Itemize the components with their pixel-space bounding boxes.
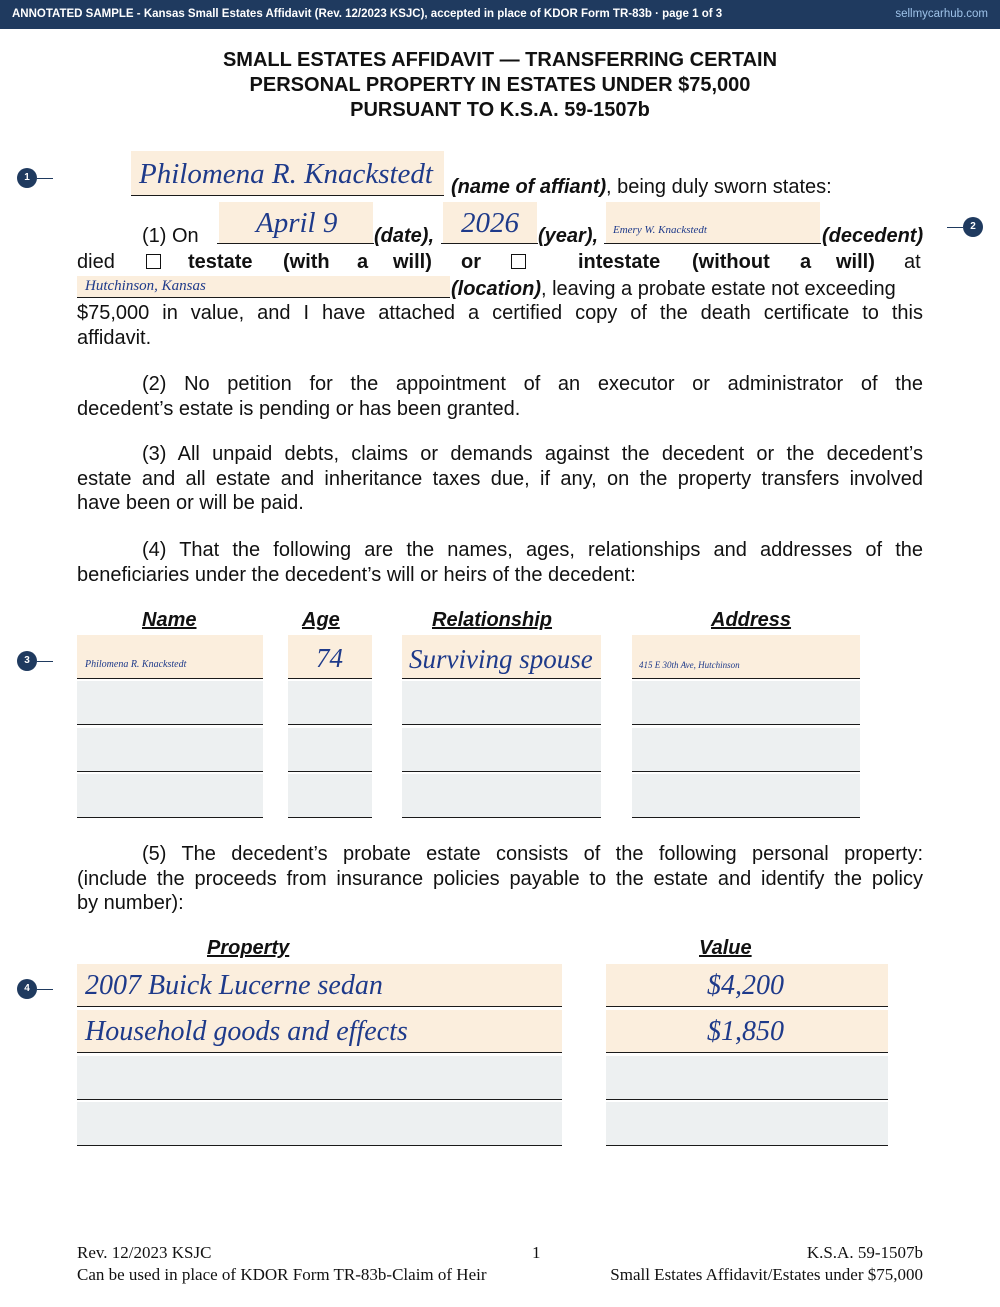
will-text-2: will) [836, 251, 875, 273]
at-text: at [904, 251, 921, 273]
footer-form-name: Small Estates Affidavit/Estates under $75,000 [610, 1265, 923, 1284]
marker-1-leader [37, 178, 53, 179]
or-text: or [461, 251, 481, 273]
testate-label: testate [188, 251, 253, 273]
year-underline [441, 243, 538, 244]
section-1-line-4: $75,000 in value, and I have attached a certified copy of the death certificate to this [77, 302, 923, 324]
annotation-marker-2: 2 [963, 217, 983, 237]
will-text-1: will) [393, 251, 432, 273]
form-title-line-1: SMALL ESTATES AFFIDAVIT — TRANSFERRING CERTAIN [222, 49, 778, 71]
section-4 [77, 538, 923, 587]
location-value: Hutchinson, Kansas [85, 278, 206, 294]
property-value-value: $1,850 [707, 1016, 784, 1047]
date-label: (date), [374, 225, 434, 247]
banner-site-link[interactable]: sellmycarhub.com [895, 8, 988, 20]
annotation-marker-1: 1 [17, 168, 37, 188]
annotation-banner [0, 0, 1000, 29]
beneficiary-name-field[interactable] [77, 635, 263, 679]
date-underline [217, 243, 374, 244]
section-1-continuation [77, 301, 923, 350]
beneficiary-age-value: 74 [316, 643, 343, 673]
location-suffix: , leaving a probate estate not exceeding [541, 278, 896, 300]
section-3 [77, 442, 923, 516]
column-header-address: Address [711, 609, 792, 631]
testate-checkbox[interactable] [146, 254, 161, 269]
beneficiary-name-field[interactable] [77, 681, 263, 725]
column-header-value: Value [699, 937, 752, 959]
property-description-field[interactable] [77, 1056, 562, 1100]
beneficiary-address-field[interactable] [632, 774, 860, 818]
without-text: (without [692, 251, 770, 273]
beneficiary-age-field[interactable] [288, 728, 372, 772]
with-text: (with [283, 251, 330, 273]
beneficiary-address-field[interactable] [632, 681, 860, 725]
beneficiary-relationship-field[interactable] [402, 681, 601, 725]
beneficiary-address-field[interactable] [632, 635, 860, 679]
decedent-label: (decedent) [822, 225, 924, 247]
section-5-line-2: (include the proceeds from insurance policies payable to the estate and identify the policy [77, 867, 923, 890]
section-5-line-3: by number): [77, 892, 184, 914]
section-4-line-2: beneficiaries under the decedent’s will or heirs of the decedent: [77, 563, 636, 586]
year-label: (year), [538, 225, 599, 247]
column-header-age: Age [302, 609, 340, 631]
form-title-line-2: PERSONAL PROPERTY IN ESTATES UNDER $75,000 [249, 74, 751, 96]
affiant-name-value: Philomena R. Knackstedt [139, 158, 433, 190]
affiant-suffix: , being duly sworn states: [606, 176, 832, 198]
a-text-2: a [800, 251, 812, 273]
section-1-line-5: affidavit. [77, 326, 152, 349]
property-value-value: $4,200 [707, 970, 784, 1001]
decedent-underline [604, 243, 821, 244]
section-5 [77, 842, 923, 916]
section-3-line-2: estate and all estate and inheritance taxes due, if any, on the property transfers involved [77, 467, 923, 490]
section-2-line-1: (2) No petition for the appointment of an executor or administrator of the [142, 373, 923, 395]
decedent-value: Emery W. Knackstedt [613, 224, 707, 236]
marker-2-leader [947, 227, 963, 228]
year-value: 2026 [461, 207, 519, 239]
section-3-line-1: (3) All unpaid debts, claims or demands against the decedent or the decedent’s [142, 443, 923, 465]
property-description-value: 2007 Buick Lucerne sedan [85, 970, 383, 1001]
annotation-marker-4: 4 [17, 979, 37, 999]
banner-title: ANNOTATED SAMPLE - Kansas Small Estates Affidavit (Rev. 12/2023 KSJC), accepted in place of KDOR Form TR-83b · page 1 of 3 [12, 8, 723, 20]
footer-revision: Rev. 12/2023 KSJC [77, 1243, 212, 1262]
beneficiary-age-field[interactable] [288, 681, 372, 725]
section-3-line-3: have been or will be paid. [77, 492, 304, 514]
marker-4-leader [37, 989, 53, 990]
property-description-value: Household goods and effects [85, 1016, 408, 1047]
decedent-field[interactable] [606, 202, 820, 243]
property-value-field[interactable] [606, 1056, 888, 1100]
property-description-field[interactable] [77, 1102, 562, 1146]
section-2-line-2: decedent’s estate is pending or has been granted. [77, 397, 521, 420]
beneficiary-name-field[interactable] [77, 728, 263, 772]
location-label: (location) [451, 278, 541, 300]
column-header-relationship: Relationship [432, 609, 553, 631]
section-1-prefix: (1) On [142, 225, 199, 247]
beneficiary-relationship-field[interactable] [402, 728, 601, 772]
column-header-property: Property [207, 937, 290, 959]
marker-3-leader [37, 661, 53, 662]
intestate-label: intestate [578, 251, 661, 273]
beneficiary-address-value: 415 E 30th Ave, Hutchinson [639, 660, 740, 670]
section-4-line-1: (4) That the following are the names, ages, relationships and addresses of the [142, 539, 923, 561]
a-text-1: a [357, 251, 369, 273]
affiant-label: (name of affiant) [451, 176, 607, 198]
footer-usage-note: Can be used in place of KDOR Form TR-83b-Claim of Heir [77, 1265, 487, 1284]
footer-statute: K.S.A. 59-1507b [806, 1243, 923, 1262]
beneficiary-relationship-value: Surviving spouse [409, 644, 593, 674]
intestate-checkbox[interactable] [511, 254, 526, 269]
beneficiary-name-value: Philomena R. Knackstedt [85, 659, 187, 670]
beneficiary-address-field[interactable] [632, 728, 860, 772]
column-header-name: Name [142, 609, 197, 631]
section-5-line-1: (5) The decedent’s probate estate consists of the following personal property: [142, 843, 923, 865]
form-title-line-3: PURSUANT TO K.S.A. 59-1507b [350, 99, 650, 121]
beneficiary-relationship-field[interactable] [402, 774, 601, 818]
died-text: died [77, 251, 115, 273]
beneficiary-name-field[interactable] [77, 774, 263, 818]
property-value-field[interactable] [606, 1102, 888, 1146]
footer-page-number: 1 [532, 1243, 541, 1262]
section-2 [77, 372, 923, 421]
annotation-marker-3: 3 [17, 651, 37, 671]
beneficiary-age-field[interactable] [288, 774, 372, 818]
date-value: April 9 [256, 207, 338, 239]
